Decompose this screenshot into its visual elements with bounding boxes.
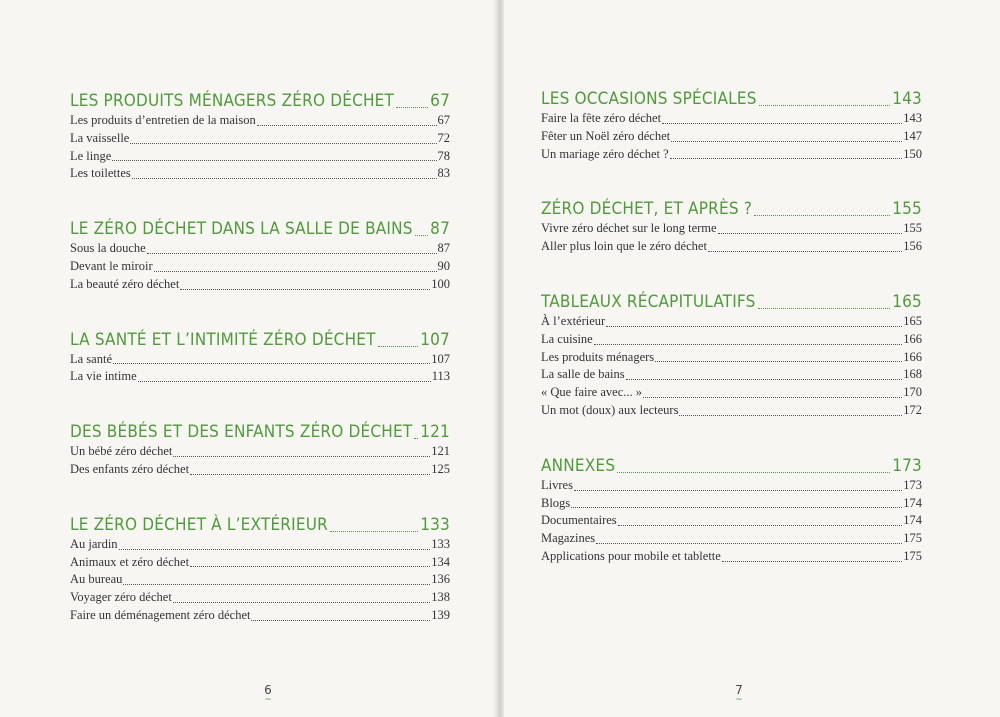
entry-label: Fêter un Noël zéro déchet (541, 128, 671, 143)
dot-leader (662, 122, 902, 124)
toc-entry[interactable] (541, 512, 922, 530)
entry-label: Livres (541, 477, 573, 492)
dot-leader (759, 104, 891, 106)
toc-section (70, 327, 450, 387)
entry-label: Documentaires (541, 513, 617, 528)
toc-section (541, 196, 922, 256)
dot-leader (414, 437, 418, 439)
dot-leader (758, 307, 891, 309)
toc-entry[interactable] (541, 220, 922, 238)
toc-entry[interactable] (70, 589, 450, 607)
entry-label: Vivre zéro déchet sur le long terme (541, 221, 717, 236)
dot-leader (173, 601, 430, 603)
entry-label: « Que faire avec... » (541, 385, 642, 400)
entry-page-number: 170 (903, 385, 922, 400)
toc-entry[interactable] (70, 130, 450, 148)
entry-page-number: 113 (431, 369, 450, 384)
entry-page-number: 175 (903, 548, 922, 563)
toc-entry[interactable] (541, 477, 922, 495)
entry-page-number: 156 (903, 239, 922, 254)
entry-label: Le linge (70, 148, 112, 163)
toc-section-heading[interactable] (541, 453, 922, 477)
toc-entry[interactable] (541, 495, 922, 513)
dot-leader (679, 414, 902, 416)
section-page-number: 165 (892, 291, 922, 312)
dot-leader (147, 252, 437, 254)
dot-leader (112, 159, 436, 161)
section-page-number: 133 (420, 514, 450, 535)
section-title: DES BÉBÉS ET DES ENFANTS ZÉRO DÉCHET (70, 422, 413, 443)
dot-leader (415, 234, 428, 236)
section-title: LES OCCASIONS SPÉCIALES (541, 89, 757, 109)
toc-entry[interactable] (541, 548, 922, 566)
right-page (504, 0, 1000, 717)
dot-leader (594, 343, 903, 345)
dot-leader (123, 583, 430, 585)
dot-leader (643, 396, 902, 398)
entry-label: Aller plus loin que le zéro déchet (541, 239, 707, 254)
toc-entry[interactable] (70, 443, 450, 461)
toc-entry[interactable] (541, 238, 922, 256)
toc-entry[interactable] (541, 384, 922, 402)
dot-leader (655, 360, 902, 362)
dot-leader (190, 565, 430, 567)
entry-label: Des enfants zéro déchet (70, 461, 190, 476)
toc-section-heading[interactable] (70, 419, 450, 443)
toc-entry[interactable] (70, 148, 450, 166)
dot-leader (596, 542, 902, 544)
toc-section-heading[interactable] (541, 86, 922, 110)
entry-label: La santé (70, 351, 112, 366)
entry-page-number: 67 (437, 113, 450, 127)
entry-page-number: 150 (903, 146, 922, 161)
entry-label: La beauté zéro déchet (70, 276, 180, 291)
toc-entry[interactable] (70, 276, 450, 294)
entry-page-number: 78 (437, 148, 450, 163)
dot-leader (708, 250, 902, 252)
entry-page-number: 100 (431, 276, 450, 291)
section-page-number: 107 (420, 329, 450, 350)
toc-entry[interactable] (541, 349, 922, 367)
toc-entry[interactable] (70, 258, 450, 276)
toc-entry[interactable] (70, 112, 450, 130)
entry-label: À l’extérieur (541, 313, 606, 328)
entry-label: La vie intime (70, 369, 137, 384)
section-page-number: 67 (430, 91, 450, 111)
dot-leader (173, 455, 430, 457)
section-title: LE ZÉRO DÉCHET DANS LA SALLE DE BAINS (70, 219, 413, 240)
dot-leader (574, 489, 902, 491)
entry-page-number: 173 (903, 477, 922, 492)
dot-leader (571, 506, 902, 508)
entry-label: La salle de bains (541, 367, 625, 382)
section-page-number: 121 (420, 422, 450, 443)
dot-leader (671, 140, 902, 142)
entry-page-number: 72 (437, 130, 450, 145)
toc-section (541, 86, 922, 163)
toc-section (541, 289, 922, 420)
toc-entry[interactable] (70, 461, 450, 479)
dot-leader (378, 345, 419, 347)
section-title: LA SANTÉ ET L’INTIMITÉ ZÉRO DÉCHET (70, 329, 376, 350)
entry-page-number: 168 (903, 367, 922, 382)
section-page-number: 143 (892, 89, 922, 109)
toc-entry[interactable] (541, 128, 922, 146)
left-page (0, 0, 496, 717)
tilde-ornament-icon: ~ (264, 695, 272, 705)
toc-entry[interactable] (70, 536, 450, 554)
section-title: ZÉRO DÉCHET, ET APRÈS ? (541, 199, 753, 220)
dot-leader (257, 124, 437, 126)
tilde-ornament-icon: ~ (735, 695, 743, 705)
toc-entry[interactable] (541, 146, 922, 164)
dot-leader (670, 157, 903, 159)
dot-leader (626, 378, 903, 380)
entry-page-number: 90 (437, 258, 450, 273)
toc-entry[interactable] (541, 530, 922, 548)
dot-leader (718, 232, 903, 234)
entry-label: Au jardin (70, 536, 118, 551)
section-page-number: 173 (892, 455, 922, 476)
toc-section (70, 216, 450, 293)
dot-leader (132, 177, 437, 179)
entry-page-number: 147 (903, 128, 922, 143)
section-title: LE ZÉRO DÉCHET À L’EXTÉRIEUR (70, 514, 328, 535)
entry-page-number: 166 (903, 331, 922, 346)
toc-entry[interactable] (70, 240, 450, 258)
dot-leader (138, 380, 431, 382)
dot-leader (606, 325, 902, 327)
toc-section (70, 512, 450, 625)
entry-label: Les produits ménagers (541, 349, 655, 364)
section-title: TABLEAUX RÉCAPITULATIFS (541, 291, 756, 312)
entry-page-number: 139 (431, 607, 450, 622)
dot-leader (119, 548, 431, 550)
toc-entry[interactable] (70, 351, 450, 369)
entry-label: La cuisine (541, 331, 593, 346)
toc-section (70, 419, 450, 479)
entry-page-number: 134 (431, 554, 450, 569)
dot-leader (130, 142, 436, 144)
toc-entry[interactable] (70, 607, 450, 625)
section-title: LES PRODUITS MÉNAGERS ZÉRO DÉCHET (70, 91, 395, 111)
entry-page-number: 174 (903, 495, 922, 510)
section-title: ANNEXES (541, 455, 616, 476)
toc-section (70, 88, 450, 183)
entry-page-number: 121 (431, 444, 450, 459)
toc-section-heading[interactable] (70, 512, 450, 536)
entry-label: Au bureau (70, 572, 123, 587)
entry-page-number: 136 (431, 572, 450, 587)
dot-leader (754, 214, 890, 216)
entry-page-number: 172 (903, 402, 922, 417)
entry-label: Sous la douche (70, 241, 146, 256)
toc-entry[interactable] (541, 313, 922, 331)
section-page-number: 155 (892, 199, 922, 220)
entry-page-number: 143 (903, 111, 922, 125)
entry-label: Devant le miroir (70, 258, 153, 273)
left-toc-column (70, 88, 450, 625)
entry-label: Un bébé zéro déchet (70, 444, 173, 459)
entry-page-number: 175 (903, 531, 922, 546)
entry-page-number: 107 (431, 351, 450, 366)
entry-page-number: 87 (437, 241, 450, 256)
entry-page-number: 138 (431, 590, 450, 605)
entry-page-number: 133 (431, 536, 450, 551)
dot-leader (330, 530, 418, 532)
entry-label: Voyager zéro déchet (70, 590, 172, 605)
page-number-right: 7 ~ (729, 683, 749, 703)
entry-label: Magazines (541, 531, 596, 546)
entry-label: Applications pour mobile et tablette (541, 548, 721, 563)
dot-leader (722, 560, 902, 562)
entry-label: Animaux et zéro déchet (70, 554, 190, 569)
toc-entry[interactable] (541, 331, 922, 349)
dot-leader (154, 270, 437, 272)
right-toc-column (541, 86, 922, 566)
entry-label: Les toilettes (70, 166, 131, 181)
dot-leader (190, 473, 430, 475)
toc-entry[interactable] (541, 110, 922, 128)
toc-section-heading[interactable] (70, 88, 450, 112)
page-number-left: 6 ~ (258, 683, 278, 703)
entry-label: Faire la fête zéro déchet (541, 111, 662, 125)
entry-label: La vaisselle (70, 130, 130, 145)
toc-section-heading[interactable] (70, 216, 450, 240)
toc-entry[interactable] (70, 554, 450, 572)
entry-page-number: 174 (903, 513, 922, 528)
entry-page-number: 155 (903, 221, 922, 236)
entry-label: Faire un déménagement zéro déchet (70, 607, 251, 622)
dot-leader (251, 619, 430, 621)
dot-leader (617, 471, 890, 473)
toc-section (541, 453, 922, 566)
toc-entry[interactable] (70, 571, 450, 589)
entry-label: Les produits d’entretien de la maison (70, 113, 256, 127)
toc-entry[interactable] (541, 402, 922, 420)
entry-label: Un mot (doux) aux lecteurs (541, 402, 679, 417)
section-page-number: 87 (430, 219, 450, 240)
entry-page-number: 166 (903, 349, 922, 364)
dot-leader (618, 524, 903, 526)
entry-label: Un mariage zéro déchet ? (541, 146, 669, 161)
toc-entry[interactable] (541, 366, 922, 384)
dot-leader (113, 362, 430, 364)
entry-page-number: 83 (437, 166, 450, 181)
entry-page-number: 165 (903, 313, 922, 328)
toc-section-heading[interactable] (541, 196, 922, 220)
toc-section-heading[interactable] (541, 289, 922, 313)
dot-leader (396, 106, 428, 108)
entry-label: Blogs (541, 495, 571, 510)
toc-entry[interactable] (70, 368, 450, 386)
dot-leader (180, 288, 430, 290)
entry-page-number: 125 (431, 461, 450, 476)
toc-section-heading[interactable] (70, 327, 450, 351)
toc-entry[interactable] (70, 165, 450, 183)
